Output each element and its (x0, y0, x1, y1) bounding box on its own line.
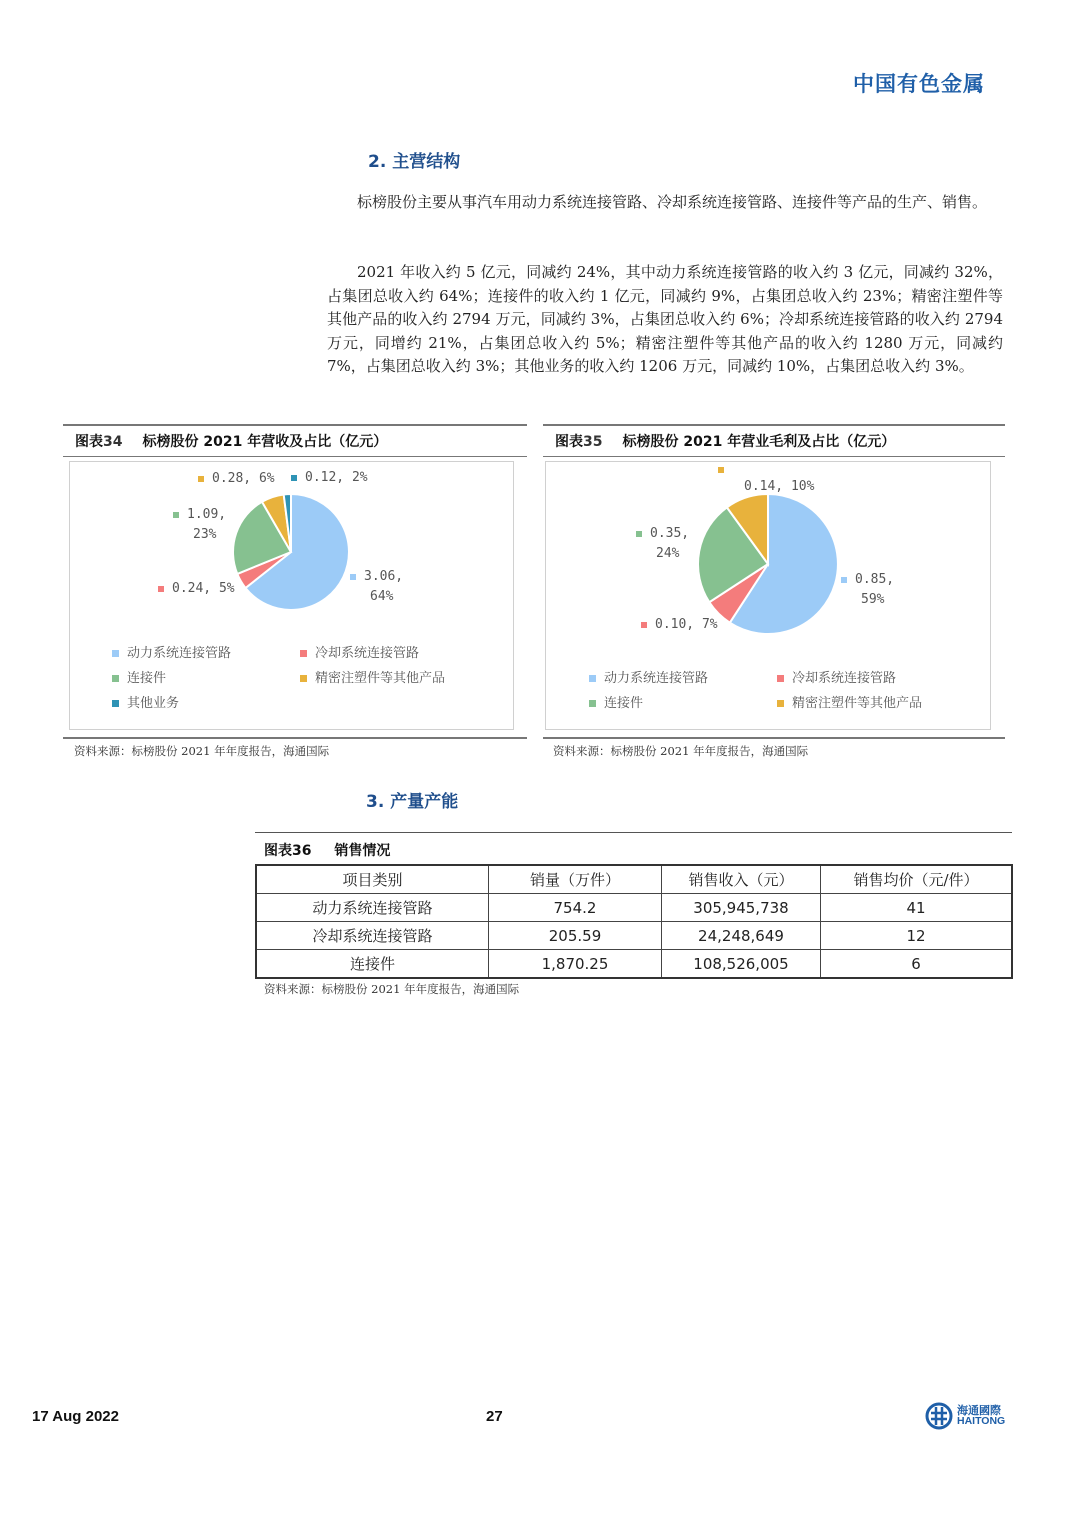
table-row (256, 950, 1012, 979)
cell-revenue: 24,248,649 (662, 922, 821, 950)
cell-volume: 754.2 (489, 894, 662, 922)
figure-34-divider (63, 737, 527, 739)
legend-item-power-system: 动力系统连接管路 (589, 667, 708, 686)
header-brand: 中国有色金属 (853, 71, 985, 96)
figure-34-legend (112, 642, 512, 722)
table-row (256, 894, 1012, 922)
table-header-row (256, 865, 1012, 894)
legend-item-connectors: 连接件 (589, 692, 643, 711)
paragraph-revenue-breakdown: 2021 年收入约 5 亿元，同减约 24%，其中动力系统连接管路的收入约 3 亿元，同减约 32%，占集团总收入约 64%；连接件的收入约 1 亿元，同减约 9%，占集团总收入约 23%；精密注塑件等其他产品的收入约 2794 万元，同减约 3%，占集团总收入约 6%；冷却系统连接管路的收入约 2794 万元，同增约 21%，占集团总收入约 5%；精密注塑件等其他产品的收入约 1280 万元，同减约 7%，占集团总收入约 3%；其他业务的收入约 1206 万元，同减约 10%，占集团总收入约 3%。 (327, 263, 1003, 375)
figure-36-number: 图表36 (264, 843, 312, 859)
section-title-capacity: 3. 产量产能 (366, 792, 459, 812)
figure-34-number: 图表34 (75, 434, 123, 450)
figure-35-header (543, 424, 1005, 457)
figure-36-source: 资料来源：标榜股份 2021 年年度报告，海通国际 (264, 982, 520, 996)
cell-avg-price: 6 (821, 950, 1013, 979)
figure-34-chart (69, 461, 514, 730)
section-title-main-structure: 2. 主营结构 (368, 152, 461, 172)
logo-text-cn: 海通國際 (957, 1404, 1001, 1417)
cell-category: 冷却系统连接管路 (256, 922, 489, 950)
column-header-avg-price: 销售均价（元/件） (821, 865, 1013, 894)
cell-volume: 205.59 (489, 922, 662, 950)
figure-34-label-other: 0.12, 2% (291, 468, 368, 488)
figure-35-label-connectors: 0.35, 24% (636, 524, 689, 564)
cell-revenue: 305,945,738 (662, 894, 821, 922)
sales-table (255, 864, 1013, 979)
cell-avg-price: 12 (821, 922, 1013, 950)
figure-34-source: 资料来源：标榜股份 2021 年年度报告，海通国际 (74, 744, 330, 758)
column-header-category: 项目类别 (256, 865, 489, 894)
figure-35-number: 图表35 (555, 434, 603, 450)
legend-item-cooling-system: 冷却系统连接管路 (300, 642, 419, 661)
figure-34-header (63, 424, 527, 457)
figure-35-title: 标榜股份 2021 年营业毛利及占比（亿元） (622, 434, 896, 450)
figure-35-legend (589, 667, 989, 722)
legend-item-precision-molding: 精密注塑件等其他产品 (300, 667, 445, 686)
figure-36-title: 销售情况 (334, 843, 391, 859)
page-number: 27 (486, 1408, 503, 1425)
cell-avg-price: 41 (821, 894, 1013, 922)
paragraph-business-intro: 标榜股份主要从事汽车用动力系统连接管路、冷却系统连接管路、连接件等产品的生产、销售。 (357, 193, 988, 211)
column-header-revenue: 销售收入（元） (662, 865, 821, 894)
figure-36-header (264, 840, 390, 860)
table-row (256, 922, 1012, 950)
cell-category: 动力系统连接管路 (256, 894, 489, 922)
figure-35-source: 资料来源：标榜股份 2021 年年度报告，海通国际 (553, 744, 809, 758)
figure-34-title: 标榜股份 2021 年营收及占比（亿元） (142, 434, 388, 450)
cell-category: 连接件 (256, 950, 489, 979)
legend-item-connectors: 连接件 (112, 667, 166, 686)
legend-item-precision-molding: 精密注塑件等其他产品 (777, 692, 922, 711)
figure-36-divider (255, 832, 1012, 833)
legend-item-cooling-system: 冷却系统连接管路 (777, 667, 896, 686)
legend-item-power-system: 动力系统连接管路 (112, 642, 231, 661)
figure-35-label-cooling: 0.10, 7% (641, 615, 718, 635)
figure-34-label-connectors: 1.09, 23% (173, 505, 226, 545)
figure-34-label-cooling: 0.24, 5% (158, 579, 235, 599)
figure-35-label-power: 0.85, 59% (841, 570, 894, 610)
figure-34-label-power: 3.06, 64% (350, 567, 403, 607)
footer-date: 17 Aug 2022 (32, 1408, 119, 1425)
figure-35-label-molding: 0.14, 10% (718, 470, 814, 490)
figure-35-chart (545, 461, 991, 730)
logo-text-en: HAITONG (957, 1415, 1006, 1427)
haitong-logo (925, 1402, 1005, 1430)
haitong-logo-icon (925, 1402, 953, 1430)
cell-revenue: 108,526,005 (662, 950, 821, 979)
column-header-volume: 销量（万件） (489, 865, 662, 894)
cell-volume: 1,870.25 (489, 950, 662, 979)
figure-34-label-molding: 0.28, 6% (198, 469, 275, 489)
legend-item-other-business: 其他业务 (112, 692, 179, 711)
figure-35-divider (543, 737, 1005, 739)
